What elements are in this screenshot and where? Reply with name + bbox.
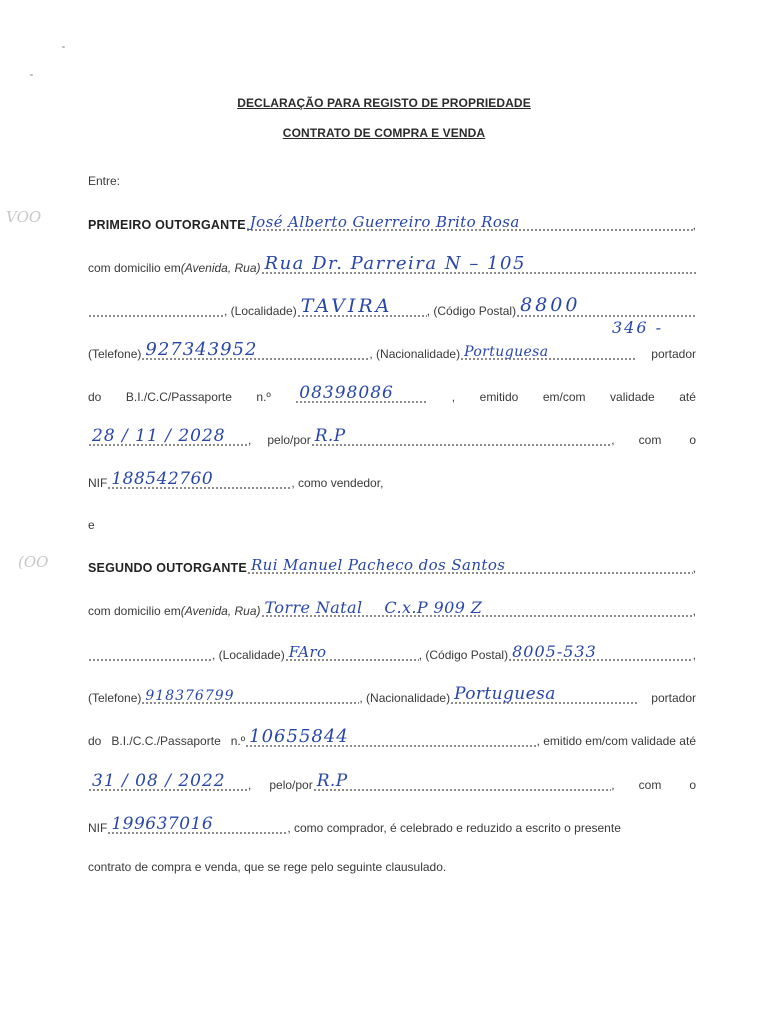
buyer-locality-field[interactable] bbox=[285, 643, 419, 662]
document-title: DECLARAÇÃO PARA REGISTO DE PROPRIEDADE bbox=[237, 96, 531, 110]
seller-validity-row: 28 / 11 / 2028 , pelo/por R.P , com o bbox=[88, 425, 696, 447]
buyer-nationality: Portuguesa bbox=[454, 684, 556, 704]
entre-label: Entre: bbox=[88, 174, 121, 188]
seller-locality-field[interactable] bbox=[297, 295, 427, 318]
buyer-id-number: 10655844 bbox=[249, 726, 349, 747]
buyer-postal-code: 8005-533 bbox=[512, 642, 597, 661]
seller-postal-code: 8800 bbox=[520, 294, 581, 316]
seller-name-field[interactable] bbox=[246, 213, 693, 232]
first-party-label: PRIMEIRO OUTORGANTE bbox=[88, 218, 246, 232]
buyer-validity-row: 31 / 08 / 2022 , pelo/por R.P , com o bbox=[88, 770, 696, 792]
buyer-id-row: do B.I./C.C./Passaporte n.º 10655844 , emitido em/com validade até bbox=[88, 726, 696, 748]
seller-name: José Alberto Guerreiro Brito Rosa bbox=[249, 213, 520, 231]
margin-mark-first: VOO bbox=[6, 208, 42, 226]
buyer-validity-field[interactable] bbox=[88, 771, 248, 792]
buyer-issuer: R.P bbox=[316, 771, 348, 791]
buyer-address-field[interactable] bbox=[261, 598, 693, 618]
seller-validity: 28 / 11 / 2028 bbox=[92, 426, 226, 446]
first-party-name-row: PRIMEIRO OUTORGANTE José Alberto Guerreiro Brito Rosa , bbox=[88, 213, 696, 232]
buyer-postal-field[interactable] bbox=[508, 642, 693, 662]
seller-postal-suffix: 346 - bbox=[612, 318, 664, 337]
buyer-nif: 199637016 bbox=[111, 814, 214, 834]
seller-nationality-field[interactable] bbox=[460, 345, 637, 361]
scan-speck bbox=[62, 46, 65, 48]
seller-validity-field[interactable] bbox=[88, 426, 248, 447]
document-subtitle: CONTRATO DE COMPRA E VENDA bbox=[282, 126, 486, 140]
buyer-locality: FAro bbox=[288, 643, 327, 661]
buyer-phone-field[interactable] bbox=[141, 689, 359, 705]
buyer-nif-field[interactable] bbox=[107, 814, 287, 835]
seller-id-field[interactable] bbox=[295, 383, 427, 404]
seller-phone-field[interactable] bbox=[141, 339, 369, 361]
seller-id-row: do B.I./C.C/Passaporte n.º 08398086 , emitido em/com validade até bbox=[88, 383, 696, 404]
seller-phone-row: (Telefone) 927343952 , (Nacionalidade) Portuguesa portador bbox=[88, 339, 696, 361]
seller-nif: 188542760 bbox=[111, 469, 214, 489]
seller-id-number: 08398086 bbox=[299, 383, 394, 403]
buyer-nationality-field[interactable] bbox=[450, 684, 637, 705]
seller-issuer-field[interactable] bbox=[311, 426, 612, 447]
scan-speck bbox=[30, 74, 33, 76]
buyer-phone-row: (Telefone) 918376799 , (Nacionalidade) Portuguesa portador bbox=[88, 684, 696, 705]
second-party-label: SEGUNDO OUTORGANTE bbox=[88, 561, 247, 575]
e-label: e bbox=[88, 518, 95, 532]
seller-locality-row: , (Localidade) TAVIRA , (Código Postal) 8800 bbox=[88, 296, 696, 318]
buyer-id-field[interactable] bbox=[245, 726, 536, 748]
buyer-validity: 31 / 08 / 2022 bbox=[92, 771, 226, 791]
seller-postal-field[interactable] bbox=[516, 294, 696, 318]
buyer-locality-row: , (Localidade) FAro , (Código Postal) 8005-533 , bbox=[88, 640, 696, 662]
seller-phone: 927343952 bbox=[145, 339, 258, 360]
buyer-address: Torre Natal C.x.P 909 Z bbox=[264, 598, 483, 617]
seller-nationality: Portuguesa bbox=[464, 344, 549, 360]
second-party-name-row: SEGUNDO OUTORGANTE Rui Manuel Pacheco dos Santos , bbox=[88, 556, 696, 575]
buyer-name: Rui Manuel Pacheco dos Santos bbox=[250, 556, 506, 574]
seller-issuer: R.P bbox=[314, 426, 346, 446]
buyer-address-row: com domicilio em (Avenida, Rua) Torre Natal C.x.P 909 Z , bbox=[88, 598, 696, 618]
seller-nif-row: NIF 188542760 , como vendedor, bbox=[88, 469, 384, 490]
buyer-nif-row: NIF 199637016 , como comprador, é celebrado e reduzido a escrito o presente bbox=[88, 814, 621, 835]
seller-locality: TAVIRA bbox=[300, 295, 393, 317]
margin-mark-second: (OO bbox=[18, 553, 49, 571]
seller-address: Rua Dr. Parreira N – 105 bbox=[264, 253, 526, 274]
buyer-name-field[interactable] bbox=[247, 556, 693, 575]
final-clause-line: contrato de compra e venda, que se rege pelo seguinte clausulado. bbox=[88, 860, 447, 874]
seller-address-row: com domicilio em (Avenida, Rua) Rua Dr. Parreira N – 105 bbox=[88, 253, 696, 275]
buyer-phone: 918376799 bbox=[145, 688, 235, 704]
buyer-issuer-field[interactable] bbox=[313, 771, 612, 792]
